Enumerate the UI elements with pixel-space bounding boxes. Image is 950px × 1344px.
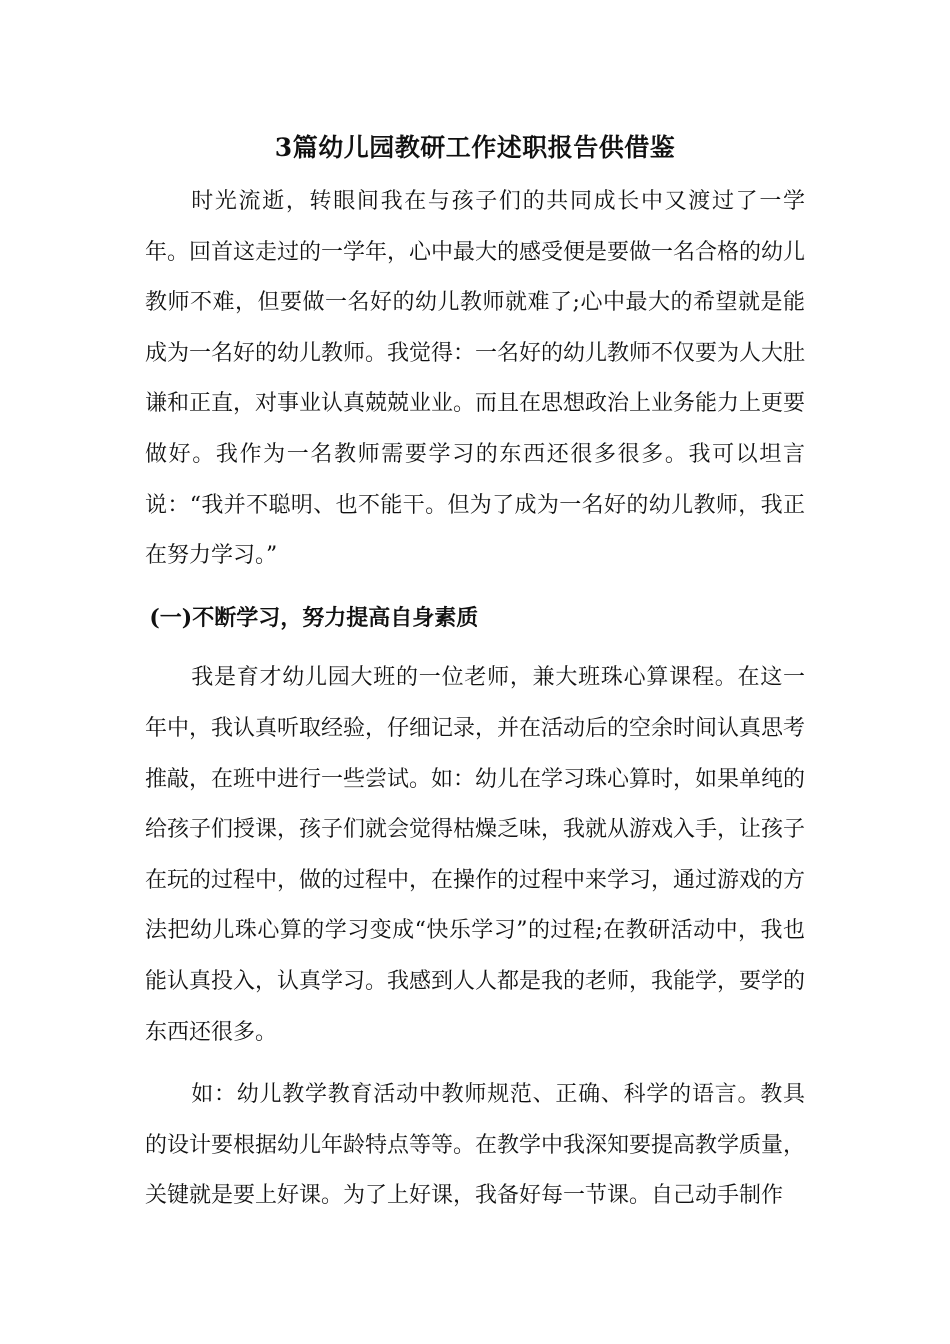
section-heading: (一)不断学习，努力提高自身素质 (149, 604, 479, 631)
paragraph-study: 我是育才幼儿园大班的一位老师，兼大班珠心算课程。在这一年中，我认真听取经验，仔细记录，并在活动后的空余时间认真思考推敲，在班中进行一些尝试。如：幼儿在学习珠心算时，如果单纯的给孩子们授课，孩子们就会觉得枯燥乏味，我就从游戏入手，让孩子在玩的过程中，做的过程中，在操作的过程中来学习，通过游戏的方法把幼儿珠心算的学习变成“快乐学习”的过程;在教研活动中，我也能认真投入，认真学习。我感到人人都是我的老师，我能学，要学的东西还很多。 (145, 665, 806, 1045)
document-title: 3篇幼儿园教研工作述职报告供借鉴 (274, 133, 676, 162)
paragraph-gap (145, 1058, 805, 1070)
paragraph-teaching: 如：幼儿教学教育活动中教师规范、正确、科学的语言。教具的设计要根据幼儿年龄特点等等。在教学中我深知要提高教学质量，关键就是要上好课。为了上好课，我备好每一节课。自己动手制作 (145, 1082, 806, 1209)
paragraph-intro: 时光流逝，转眼间我在与孩子们的共同成长中又渡过了一学年。回首这走过的一学年，心中最大的感受便是要做一名合格的幼儿教师不难，但要做一名好的幼儿教师就难了;心中最大的希望就是能成为一名好的幼儿教师。我觉得：一名好的幼儿教师不仅要为人大肚谦和正直，对事业认真兢兢业业。而且在思想政治上业务能力上更要做好。我作为一名教师需要学习的东西还很多很多。我可以坦言说：“我并不聪明、也不能干。但为了成为一名好的幼儿教师，我正在努力学习。” (145, 189, 806, 569)
document-body (145, 177, 805, 1222)
